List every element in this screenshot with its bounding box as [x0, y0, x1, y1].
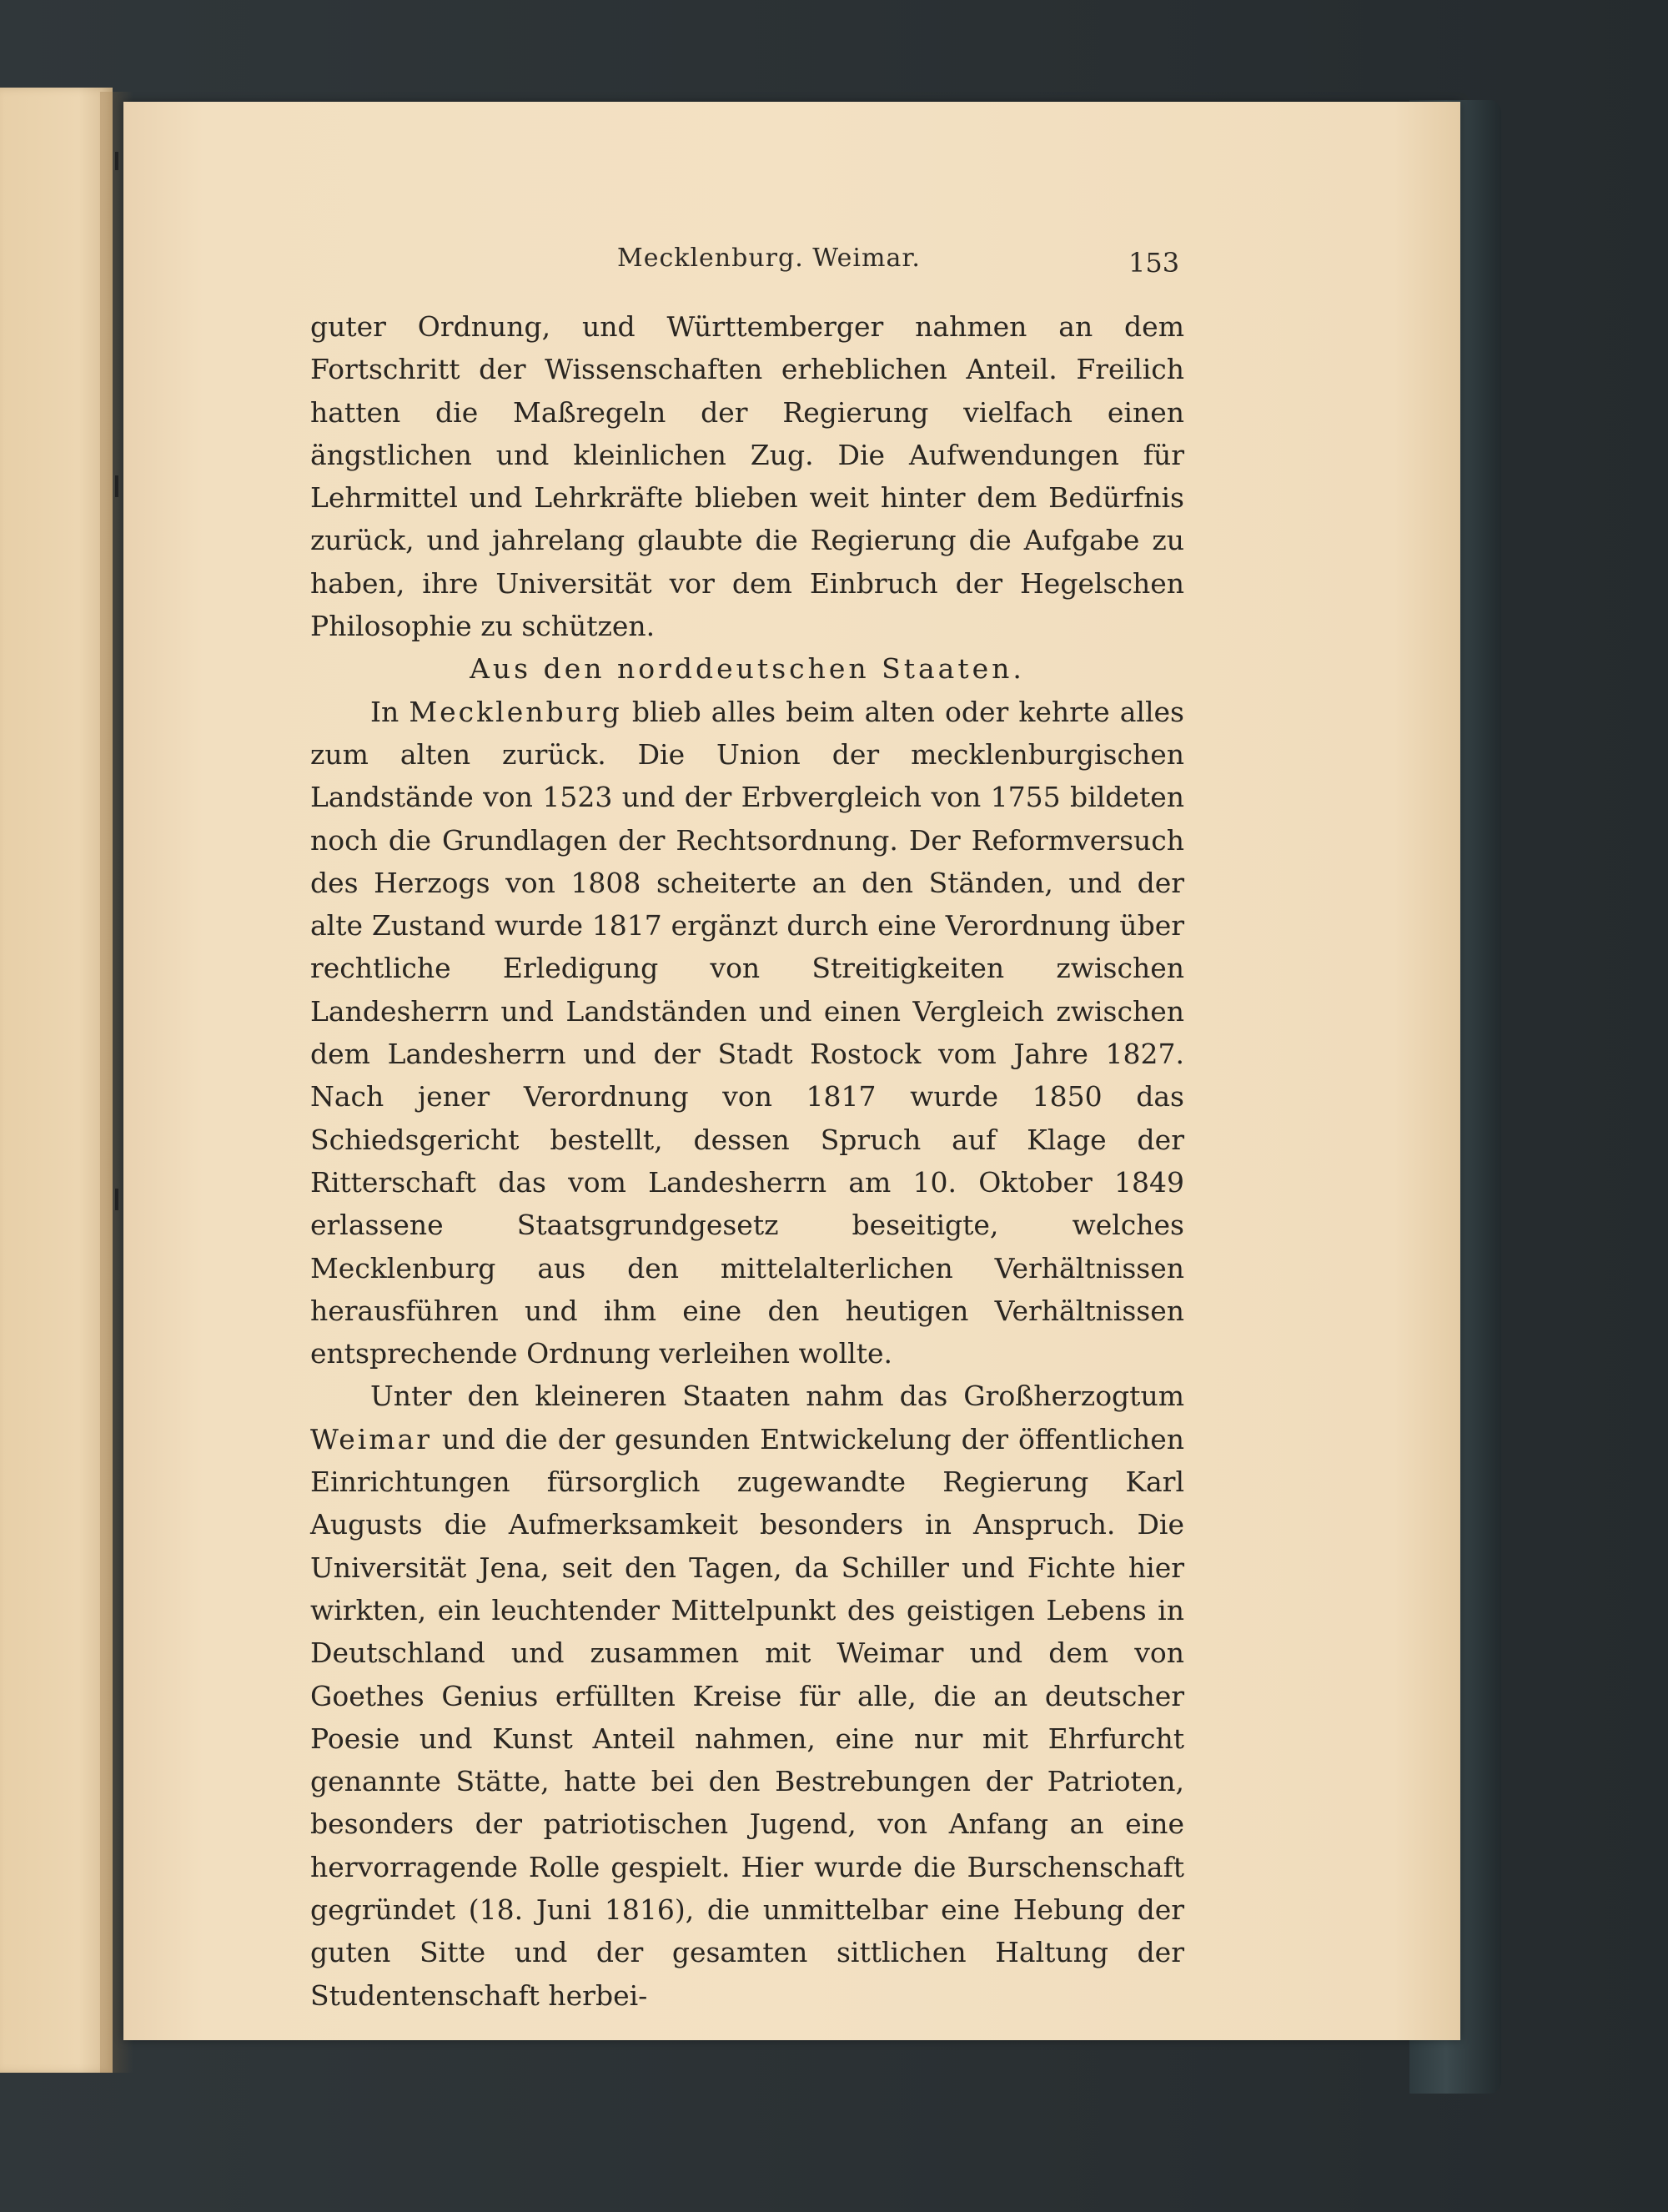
paragraph-mecklenburg: [310, 691, 1184, 1375]
margin-mark: [115, 1189, 118, 1210]
paragraph-weimar: [310, 1375, 1184, 2016]
paragraph-continuation: guter Ordnung, und Württemberger nahmen an dem Fortschritt der Wissenschaften erheblichen Anteil. Freilich hatten die Maßregeln der Regierung vielfach einen ängstlichen und kleinlichen Zug. Die Aufwendungen für Lehrmittel und Lehrkräfte blieben weit hinter dem Bedürfnis zurück, und jahrelang glaubte die Regierung die Aufgabe zu haben, ihre Universität vor dem Einbruch der Hegelschen Philosophie zu schützen.: [310, 310, 1184, 643]
body-text: [310, 305, 1184, 2017]
page-header: [0, 244, 1668, 277]
place-name-weimar: Weimar: [310, 1422, 433, 1455]
margin-mark: [115, 475, 118, 497]
paragraph-text: und die der gesunden Entwickelung der öffentlichen Einrichtungen fürsorglich zugewandte Regierung Karl Augusts die Aufmerksamkeit besonders in Anspruch. Die Universität Jena, seit den Tagen, da Schiller und Fichte hier wirkten, ein leuchtender Mittelpunkt des geistigen Lebens in Deutschland und zusammen mit Weimar und dem von Goethes Genius erfüllten Kreise für alle, die an deutscher Poesie und Kunst Anteil nahmen, eine nur mit Ehrfurcht genannte Stätte, hatte bei den Bestrebungen der Patrioten, besonders der patriotischen Jugend, von Anfang an eine hervorragende Rolle gespielt. Hier wurde die Burschenschaft gegründet (18. Juni 1816), die unmittelbar eine Hebung der guten Sitte und der gesamten sittlichen Haltung der Studentenschaft herbei-: [310, 1422, 1184, 2012]
facing-page-edge: [0, 88, 113, 2073]
paragraph-intro: Unter den kleineren Staaten nahm das Großherzogtum: [370, 1380, 1184, 1413]
running-head: Mecklenburg. Weimar.: [617, 244, 921, 273]
paragraph-text: blieb alles beim alten oder kehrte alles zum alten zurück. Die Union der mecklenburgischen Landstände von 1523 und der Erbvergleich von 1755 bildeten noch die Grundlagen der Rechtsordnung. Der Reformversuch des Herzogs von 1808 scheiterte an den Ständen, und der alte Zustand wurde 1817 ergänzt durch eine Verordnung über rechtliche Erledigung von Streitigkeiten zwischen Landesherrn und Landständen und einen Vergleich zwischen dem Landesherrn und der Stadt Rostock vom Jahre 1827. Nach jener Verordnung von 1817 wurde 1850 das Schiedsgericht bestellt, dessen Spruch auf Klage der Ritterschaft das vom Landesherrn am 10. Oktober 1849 erlassene Staatsgrundgesetz beseitigte, welches Mecklenburg aus den mittelalterlichen Verhältnissen herausführen und ihm eine den heutigen Verhältnissen entsprechende Ordnung verleihen wollte.: [310, 695, 1184, 1370]
page-number: 153: [1128, 247, 1180, 279]
place-name-mecklenburg: Mecklenburg: [409, 695, 622, 728]
section-heading: Aus den norddeutschen Staaten.: [470, 652, 1025, 686]
margin-mark: [115, 152, 118, 170]
paragraph-intro: In: [370, 695, 399, 728]
